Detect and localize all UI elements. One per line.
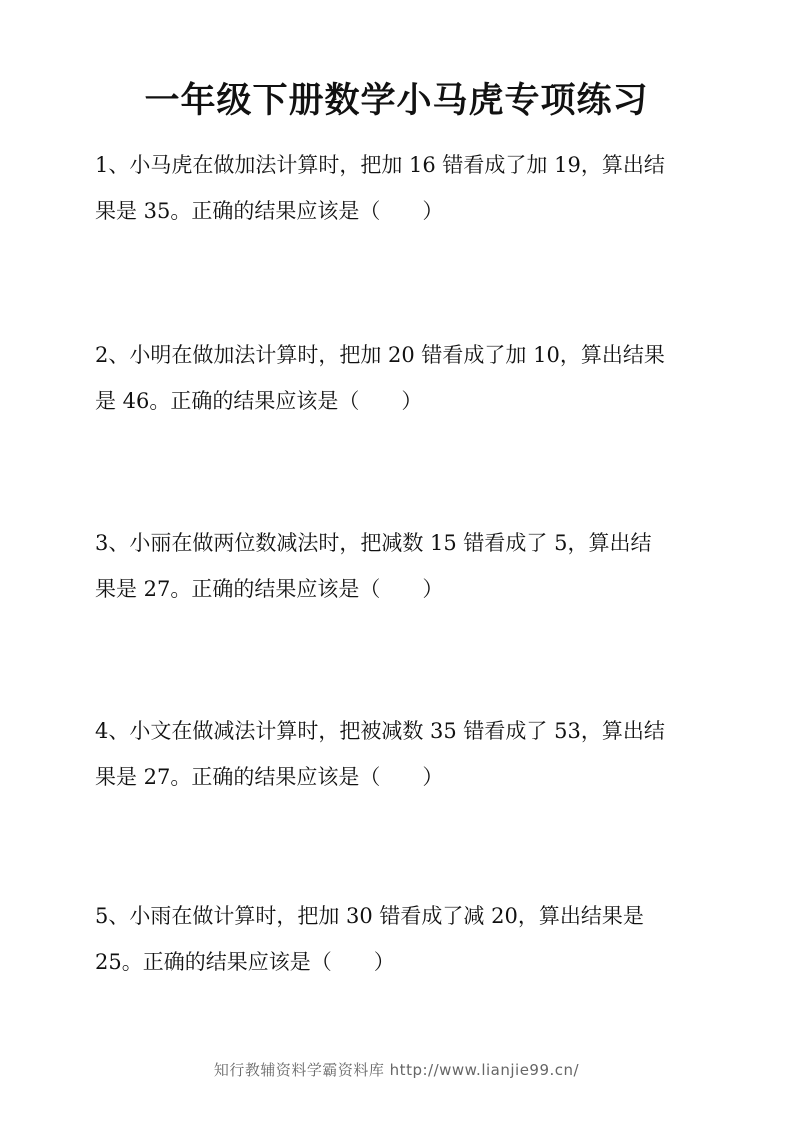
page-title: 一年级下册数学小马虎专项练习 xyxy=(144,81,649,121)
question-1-line-2: 果是 35。正确的结果应该是（ ） xyxy=(95,199,444,223)
question-4 xyxy=(95,708,715,800)
footer-source-text: 知行教辅资料学霸资料库 http://www.lianjie99.cn/ xyxy=(213,1061,580,1079)
question-1-line-1: 1、小马虎在做加法计算时，把加 16 错看成了加 19，算出结 xyxy=(95,153,665,177)
question-3-line-2: 果是 27。正确的结果应该是（ ） xyxy=(95,577,444,601)
question-5-line-1: 5、小雨在做计算时，把加 30 错看成了减 20，算出结果是 xyxy=(95,904,644,928)
question-5 xyxy=(95,893,715,985)
question-5-line-2: 25。正确的结果应该是（ ） xyxy=(95,950,395,974)
question-2-line-2: 是 46。正确的结果应该是（ ） xyxy=(95,389,423,413)
question-4-line-1: 4、小文在做减法计算时，把被减数 35 错看成了 53，算出结 xyxy=(95,719,665,743)
question-2 xyxy=(95,332,715,424)
question-2-line-1: 2、小明在做加法计算时，把加 20 错看成了加 10，算出结果 xyxy=(95,343,665,367)
question-4-line-2: 果是 27。正确的结果应该是（ ） xyxy=(95,765,444,789)
question-1 xyxy=(95,142,715,234)
question-3 xyxy=(95,520,715,612)
question-3-line-1: 3、小丽在做两位数减法时，把减数 15 错看成了 5，算出结 xyxy=(95,531,652,555)
